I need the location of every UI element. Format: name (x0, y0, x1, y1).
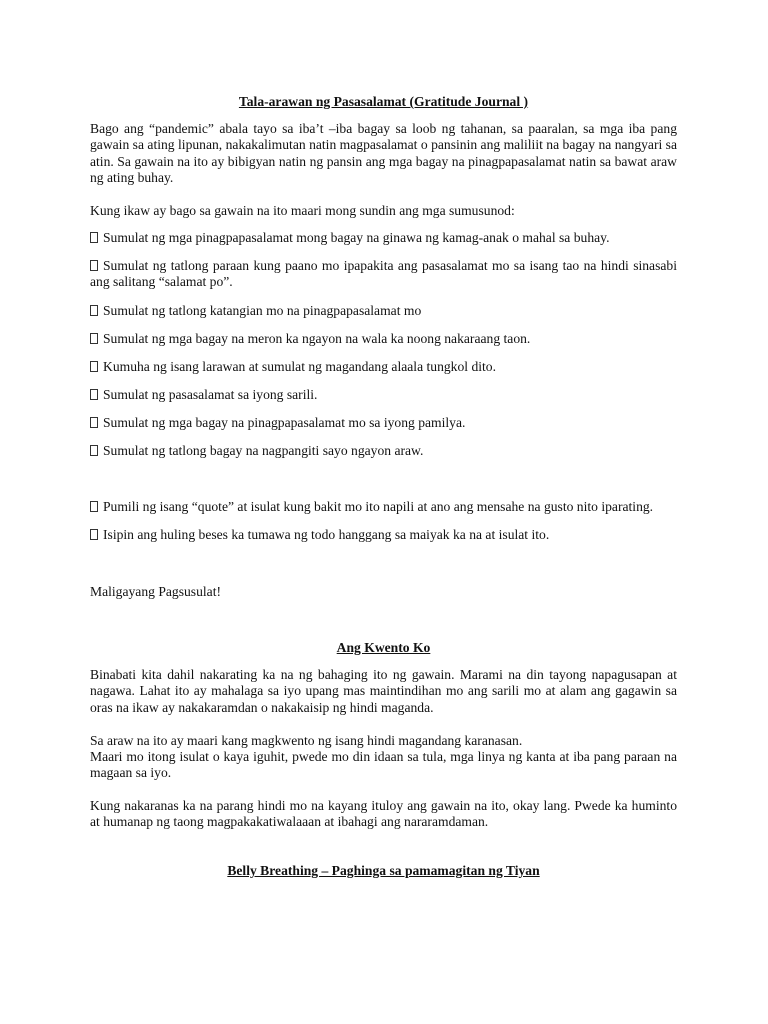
heading-gratitude-journal: Tala-arawan ng Pasasalamat (Gratitude Journal ) (238, 94, 529, 109)
list-item (90, 258, 677, 291)
checkbox-glyph-icon (90, 260, 98, 271)
list-item (90, 387, 677, 403)
heading-ang-kwento-ko: Ang Kwento Ko (336, 640, 431, 655)
checkbox-glyph-icon (90, 445, 98, 456)
checkbox-glyph-icon (90, 501, 98, 512)
intro-paragraph: Bago ang “pandemic” abala tayo sa iba’t –iba bagay sa loob ng tahanan, sa paaralan, sa mga iba pang gawain sa ating lipunan, nakakalimutan natin magpasalamat o pansinin ang maliliit na bagay na nangyari sa atin. Sa gawain na ito ay bibigyan natin ng pansin ang mga bagay na pinagpapasalamat natin sa bawat araw ng ating buhay. (90, 121, 677, 186)
list-item-text: Sumulat ng tatlong bagay na nagpangiti sayo ngayon araw. (103, 443, 424, 458)
closing-line: Maligayang Pagsusulat! (90, 584, 222, 599)
list-item (90, 443, 677, 459)
story-paragraph-3: Kung nakaranas ka na parang hindi mo na kayang ituloy ang gawain na ito, okay lang. Pwede ka huminto at humanap ng taong magpakakatiwalaaan at ibahagi ang nararamdaman. (90, 798, 677, 830)
story-paragraph-1: Binabati kita dahil nakarating ka na ng bahaging ito ng gawain. Marami na din tayong napagusapan at nagawa. Lahat ito ay mahalaga sa iyo upang mas maintindihan mo ang sarili mo at alam ang gagawin sa oras na ikaw ay nakakaramdan o nakakaisip ng hindi maganda. (90, 667, 677, 715)
list-item (90, 230, 677, 246)
checkbox-glyph-icon (90, 305, 98, 316)
story-line: Sa araw na ito ay maari kang magkwento ng isang hindi magandang karanasan. (90, 733, 523, 748)
checkbox-glyph-icon (90, 361, 98, 372)
list-item-text: Isipin ang huling beses ka tumawa ng todo hanggang sa maiyak ka na at isulat ito. (103, 527, 550, 542)
list-item-text: Sumulat ng tatlong katangian mo na pinagpapasalamat mo (103, 303, 422, 318)
list-item-text: Pumili ng isang “quote” at isulat kung bakit mo ito napili at ano ang mensahe na gusto nito iparating. (103, 499, 654, 514)
checkbox-glyph-icon (90, 232, 98, 243)
checkbox-glyph-icon (90, 417, 98, 428)
instructions-line: Kung ikaw ay bago sa gawain na ito maari mong sundin ang mga sumusunod: (90, 203, 515, 218)
checkbox-glyph-icon (90, 529, 98, 540)
list-item (90, 359, 677, 375)
list-item-text: Sumulat ng mga pinagpapasalamat mong bagay na ginawa ng kamag-anak o mahal sa buhay. (103, 230, 610, 245)
checkbox-glyph-icon (90, 333, 98, 344)
list-item-text: Kumuha ng isang larawan at sumulat ng magandang alaala tungkol dito. (103, 359, 496, 374)
heading-belly-breathing: Belly Breathing – Paghinga sa pamamagitan ng Tiyan (227, 863, 540, 878)
list-item (90, 415, 677, 431)
list-item-text: Sumulat ng mga bagay na pinagpapasalamat mo sa iyong pamilya. (103, 415, 466, 430)
list-item-text: Sumulat ng mga bagay na meron ka ngayon na wala ka noong nakaraang taon. (103, 331, 531, 346)
checkbox-glyph-icon (90, 389, 98, 400)
list-item (90, 499, 677, 515)
list-item (90, 527, 677, 543)
story-paragraph-2: Maari mo itong isulat o kaya iguhit, pwede mo din idaan sa tula, mga linya ng kanta at iba pang paraan na magaan sa iyo. (90, 749, 677, 781)
list-item (90, 303, 677, 319)
list-item-text: Sumulat ng pasasalamat sa iyong sarili. (103, 387, 318, 402)
list-item-text: Sumulat ng tatlong paraan kung paano mo ipapakita ang pasasalamat mo sa isang tao na hindi sinasabi ang salitang “salamat po”. (90, 258, 677, 290)
list-item (90, 331, 677, 347)
